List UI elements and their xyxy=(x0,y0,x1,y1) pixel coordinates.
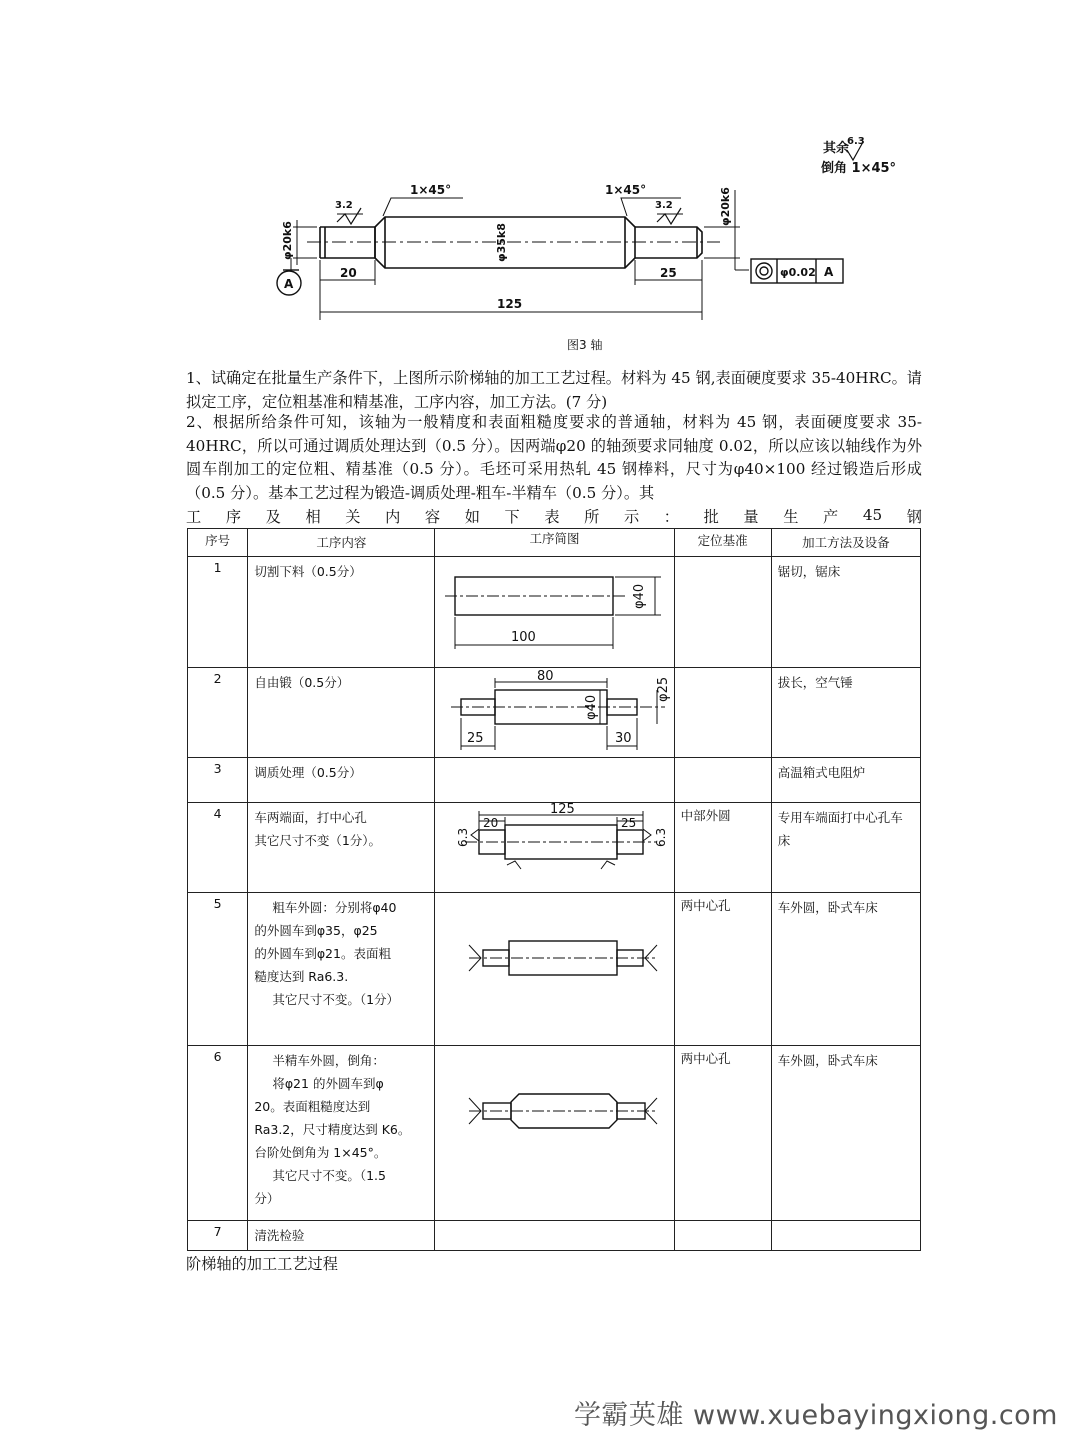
site-watermark: 学霸英雄 www.xuebayingxiong.com xyxy=(573,1400,1058,1431)
sketch-semi-finish xyxy=(435,1046,674,1221)
header-content: 工序内容 xyxy=(248,529,435,557)
svg-text:25: 25 xyxy=(467,731,484,746)
header-method: 加工方法及设备 xyxy=(771,529,920,557)
svg-text:25: 25 xyxy=(621,816,637,830)
header-sketch: 工序简图 xyxy=(435,529,674,557)
svg-text:30: 30 xyxy=(615,731,632,746)
table-row: 3 调质处理（0.5分） 高温箱式电阻炉 xyxy=(188,758,921,803)
figure-caption: 图3 轴 xyxy=(567,338,603,352)
table-header-row xyxy=(188,529,921,557)
table-caption: 阶梯轴的加工工艺过程 xyxy=(186,1255,338,1273)
answer-paragraph: 2、根据所给条件可知，该轴为一般精度和表面粗糙度要求的普通轴，材料为 45 钢，表面硬度要求 35-40HRC，所以可通过调质处理达到（0.5 分）。因两端φ20 的轴颈要求同轴度 0.02，所以应该以轴线作为外圆车削加工的定位粗、精基准（0.5 分）。毛坯可采用热轧 45 钢棒料，尺寸为φ40×100 经过锻造后形成（0.5 分）。基本工艺过程为锻造-调质处理-粗车-半精车（0.5 分）。其 xyxy=(186,413,922,502)
svg-text:100: 100 xyxy=(511,630,537,645)
question-paragraph: 1、试确定在批量生产条件下，上图所示阶梯轴的加工工艺过程。材料为 45 钢,表面硬度要求 35-40HRC。请拟定工序，定位粗基准和精基准，工序内容，加工方法。(7 分) xyxy=(186,369,922,411)
sketch-forging xyxy=(435,668,674,758)
svg-text:80: 80 xyxy=(537,669,554,684)
svg-text:φ40: φ40 xyxy=(632,583,648,609)
sketch-facing xyxy=(435,803,674,893)
len-right-label: 25 xyxy=(660,266,677,280)
len-left-label: 20 xyxy=(340,266,357,280)
len-total-label: 125 xyxy=(497,297,523,311)
note-rest: 其余 xyxy=(823,141,850,156)
tolerance-value: φ0.02 xyxy=(780,266,816,279)
dia-mid-label: φ35k8 xyxy=(495,223,508,262)
table-row: 2 自由锻（0.5分） 80 φ40 φ25 25 30 拔长，空气锤 xyxy=(188,668,921,758)
sketch-rough-turning xyxy=(435,893,674,1046)
table-row: 6 半精车外圆，倒角： 将φ21 的外圆车到φ 20。表面粗糙度达到 Ra3.2，尺寸精度达到 K6。 台阶处倒角为 1×45°。 其它尺寸不变。（1.5 分） 两中心孔 车外圆，卧式车床 xyxy=(188,1046,921,1221)
chamfer-right-label: 1×45° xyxy=(605,183,647,197)
svg-text:125: 125 xyxy=(550,802,576,817)
table-row: 1 切割下料（0.5分） φ40 100 锯切，锯床 xyxy=(188,557,921,668)
svg-text:φ40: φ40 xyxy=(584,694,600,720)
dia-left-label: φ20k6 xyxy=(281,221,294,260)
process-table xyxy=(187,528,921,1251)
note-chamfer: 倒角 1×45° xyxy=(821,161,897,176)
svg-text:6.3: 6.3 xyxy=(456,827,471,847)
spread-line: 工 序 及 相 关 内 容 如 下 表 所 示 ： 批 量 生 产 45 钢 xyxy=(186,506,922,526)
table-row: 4 车两端面，打中心孔 其它尺寸不变（1分）。 125 20 25 6.3 6.3 中部外圆 专用车端面打中心孔车床 xyxy=(188,803,921,893)
table-row: 7 清洗检验 xyxy=(188,1221,921,1251)
svg-text:φ25: φ25 xyxy=(656,676,672,702)
chamfer-left-label: 1×45° xyxy=(410,183,452,197)
dia-right-label: φ20k6 xyxy=(719,187,732,226)
svg-text:6.3: 6.3 xyxy=(654,827,669,847)
tolerance-datum: A xyxy=(824,265,834,279)
shaft-drawing xyxy=(265,130,905,358)
note-rest-roughness: 6.3 xyxy=(847,136,865,147)
header-no: 序号 xyxy=(188,529,248,557)
datum-label: A xyxy=(284,277,294,291)
table-row: 5 粗车外圆：分别将φ40 的外圆车到φ35，φ25 的外圆车到φ21。表面粗 糙度达到 Ra6.3. 其它尺寸不变。（1分） 两中心孔 车外圆，卧式车床 xyxy=(188,893,921,1046)
sketch-cutting xyxy=(435,557,674,668)
roughness-left-label: 3.2 xyxy=(335,200,353,211)
roughness-right-label: 3.2 xyxy=(655,200,673,211)
svg-text:20: 20 xyxy=(483,816,499,830)
header-locating: 定位基准 xyxy=(674,529,771,557)
